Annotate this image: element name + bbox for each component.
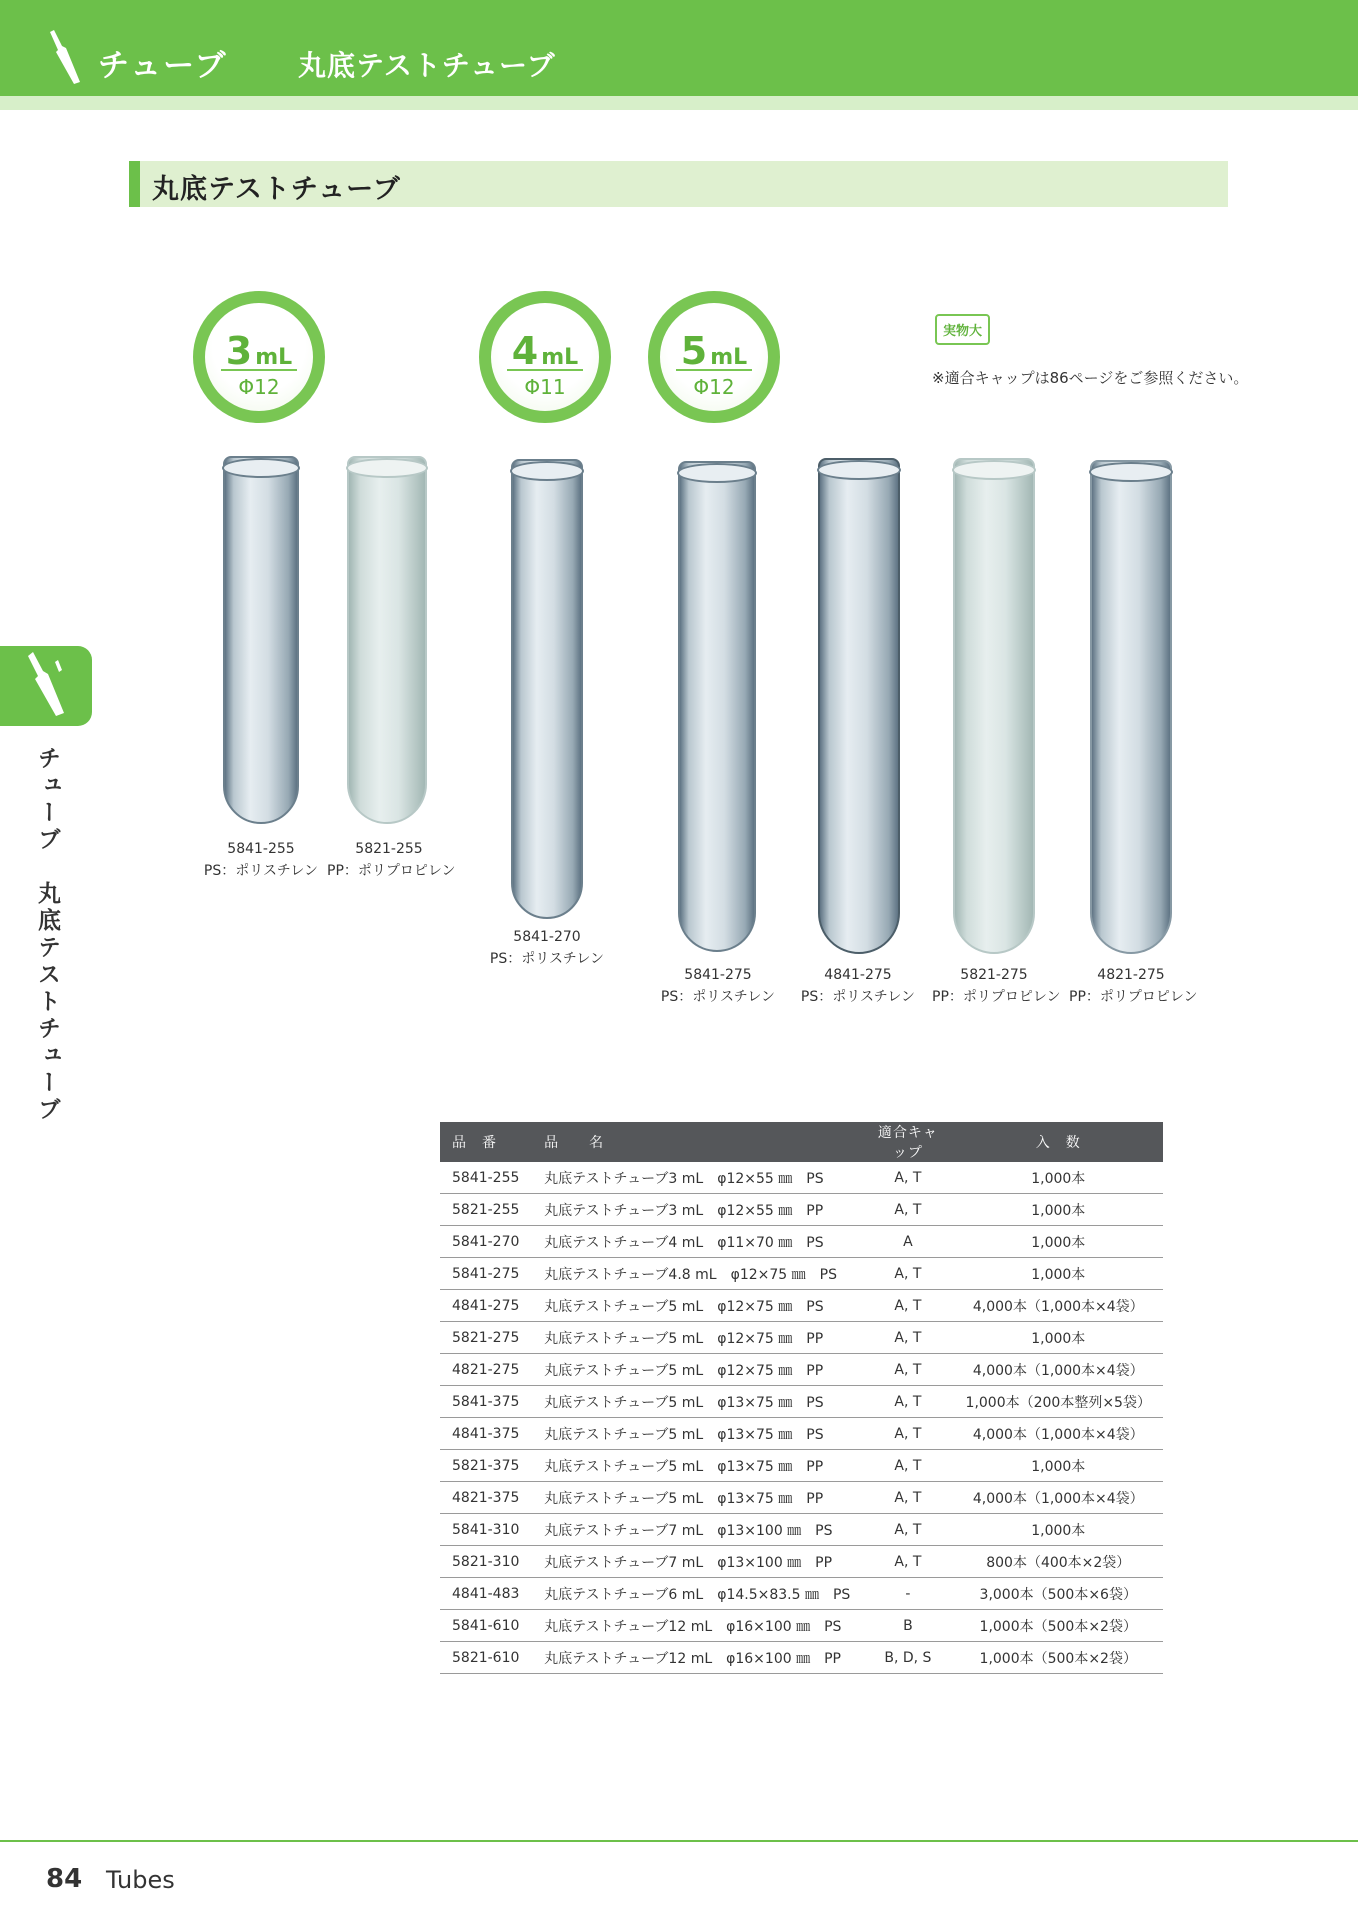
col-header-cap: 適合キャップ xyxy=(862,1122,953,1162)
cell-qty: 1,000本 xyxy=(954,1226,1163,1258)
table-row xyxy=(440,1546,1163,1578)
cell-cap: B xyxy=(862,1610,953,1642)
cell-cap: A, T xyxy=(862,1418,953,1450)
cell-name: 丸底テストチューブ3 mL φ12×55 ㎜ PS xyxy=(532,1162,862,1194)
tube-code: 5841-270 xyxy=(513,929,581,945)
actual-size-badge: 実物大 xyxy=(935,314,990,345)
footer-section-word: Tubes xyxy=(106,1866,175,1894)
tube-material: PS：ポリスチレン xyxy=(203,863,319,879)
cell-cap: A, T xyxy=(862,1546,953,1578)
page-number: 84 xyxy=(46,1864,83,1894)
cell-qty: 1,000本（500本×2袋） xyxy=(954,1642,1163,1674)
cell-code: 5841-270 xyxy=(440,1226,532,1258)
cell-cap: A, T xyxy=(862,1386,953,1418)
cell-qty: 1,000本 xyxy=(954,1258,1163,1290)
cell-name: 丸底テストチューブ4 mL φ11×70 ㎜ PS xyxy=(532,1226,862,1258)
cell-cap: A, T xyxy=(862,1354,953,1386)
test-tube-4821-275 xyxy=(1090,460,1172,954)
tube-caption xyxy=(1069,964,1198,1008)
volume-badge-4ml xyxy=(479,291,611,423)
cell-qty: 1,000本（500本×2袋） xyxy=(954,1610,1163,1642)
table-row xyxy=(440,1514,1163,1546)
cell-cap: A, T xyxy=(862,1258,953,1290)
cell-code: 5841-310 xyxy=(440,1514,532,1546)
header-category: チューブ xyxy=(98,48,228,84)
cell-code: 5821-275 xyxy=(440,1322,532,1354)
tube-material: PS：ポリスチレン xyxy=(660,989,776,1005)
cell-code: 5841-275 xyxy=(440,1258,532,1290)
section-title: 丸底テストチューブ xyxy=(152,174,401,205)
cell-code: 5821-310 xyxy=(440,1546,532,1578)
tube-material: PS：ポリスチレン xyxy=(489,951,605,967)
table-row xyxy=(440,1322,1163,1354)
cell-qty: 1,000本 xyxy=(954,1194,1163,1226)
test-tube-5841-275 xyxy=(678,461,756,952)
cell-name: 丸底テストチューブ12 mL φ16×100 ㎜ PS xyxy=(532,1610,862,1642)
badge-volume: 5 xyxy=(680,329,708,373)
tube-caption xyxy=(658,964,778,1008)
side-tab-label: チューブ 丸底テストチューブ xyxy=(34,746,60,1124)
tube-code: 5821-275 xyxy=(960,967,1028,983)
volume-badge-3ml xyxy=(193,291,325,423)
cell-code: 4821-375 xyxy=(440,1482,532,1514)
table-row xyxy=(440,1354,1163,1386)
badge-unit: mL xyxy=(541,345,579,370)
test-tube-5841-270 xyxy=(511,459,583,919)
cell-name: 丸底テストチューブ5 mL φ12×75 ㎜ PS xyxy=(532,1290,862,1322)
cell-code: 5821-375 xyxy=(440,1450,532,1482)
cell-name: 丸底テストチューブ5 mL φ13×75 ㎜ PP xyxy=(532,1450,862,1482)
tube-code: 5841-275 xyxy=(684,967,752,983)
test-tube-4841-275 xyxy=(818,458,900,954)
tube-caption xyxy=(932,964,1061,1008)
badge-volume: 3 xyxy=(225,329,253,373)
tube-caption xyxy=(201,838,321,882)
cell-code: 4841-375 xyxy=(440,1418,532,1450)
cell-code: 5821-255 xyxy=(440,1194,532,1226)
cell-code: 5841-610 xyxy=(440,1610,532,1642)
col-header-qty: 入 数 xyxy=(954,1122,1163,1162)
table-row xyxy=(440,1450,1163,1482)
badge-diameter: Φ12 xyxy=(238,375,280,399)
header-title: 丸底テストチューブ xyxy=(298,49,556,82)
cell-name: 丸底テストチューブ5 mL φ13×75 ㎜ PS xyxy=(532,1418,862,1450)
tube-material: PP：ポリプロピレン xyxy=(1069,989,1198,1005)
cell-qty: 3,000本（500本×6袋） xyxy=(954,1578,1163,1610)
cell-code: 4841-275 xyxy=(440,1290,532,1322)
cell-qty: 1,000本 xyxy=(954,1514,1163,1546)
cell-name: 丸底テストチューブ5 mL φ12×75 ㎜ PP xyxy=(532,1354,862,1386)
cell-cap: A, T xyxy=(862,1290,953,1322)
test-tube-5821-275 xyxy=(953,458,1035,954)
badge-unit: mL xyxy=(255,345,293,370)
tube-code: 5821-255 xyxy=(355,841,423,857)
badge-diameter: Φ11 xyxy=(524,375,566,399)
col-header-code: 品 番 xyxy=(440,1122,532,1162)
cell-cap: - xyxy=(862,1578,953,1610)
cell-name: 丸底テストチューブ5 mL φ13×75 ㎜ PP xyxy=(532,1482,862,1514)
cell-qty: 1,000本 xyxy=(954,1322,1163,1354)
cell-cap: A, T xyxy=(862,1482,953,1514)
cell-cap: A xyxy=(862,1226,953,1258)
cell-name: 丸底テストチューブ6 mL φ14.5×83.5 ㎜ PS xyxy=(532,1578,862,1610)
table-row xyxy=(440,1258,1163,1290)
cell-cap: A, T xyxy=(862,1514,953,1546)
table-header-row xyxy=(440,1122,1163,1162)
cell-qty: 4,000本（1,000本×4袋） xyxy=(954,1354,1163,1386)
table-row xyxy=(440,1642,1163,1674)
tube-code: 4821-275 xyxy=(1097,967,1165,983)
table-row xyxy=(440,1482,1163,1514)
cell-qty: 1,000本 xyxy=(954,1162,1163,1194)
badge-diameter: Φ12 xyxy=(693,375,735,399)
table-row xyxy=(440,1290,1163,1322)
cell-qty: 1,000本（200本整列×5袋） xyxy=(954,1386,1163,1418)
cell-qty: 4,000本（1,000本×4袋） xyxy=(954,1290,1163,1322)
cell-code: 4841-483 xyxy=(440,1578,532,1610)
cell-code: 5821-610 xyxy=(440,1642,532,1674)
badge-volume: 4 xyxy=(511,329,539,373)
header-underline xyxy=(0,96,1358,110)
test-tube-5841-255 xyxy=(223,456,299,824)
table-row xyxy=(440,1194,1163,1226)
cell-qty: 4,000本（1,000本×4袋） xyxy=(954,1418,1163,1450)
test-tube-5821-255 xyxy=(347,456,427,824)
table-row xyxy=(440,1386,1163,1418)
cell-name: 丸底テストチューブ3 mL φ12×55 ㎜ PP xyxy=(532,1194,862,1226)
cell-name: 丸底テストチューブ5 mL φ13×75 ㎜ PS xyxy=(532,1386,862,1418)
cell-name: 丸底テストチューブ7 mL φ13×100 ㎜ PP xyxy=(532,1546,862,1578)
product-table xyxy=(440,1122,1163,1674)
footer-line xyxy=(0,1840,1358,1842)
pipette-icon xyxy=(22,652,72,720)
cell-code: 5841-375 xyxy=(440,1386,532,1418)
tube-caption xyxy=(327,838,456,882)
pipette-icon xyxy=(44,30,84,88)
tube-material: PP：ポリプロピレン xyxy=(327,863,456,879)
badge-unit: mL xyxy=(710,345,748,370)
cell-code: 5841-255 xyxy=(440,1162,532,1194)
cell-name: 丸底テストチューブ4.8 mL φ12×75 ㎜ PS xyxy=(532,1258,862,1290)
cell-name: 丸底テストチューブ7 mL φ13×100 ㎜ PS xyxy=(532,1514,862,1546)
tube-material: PS：ポリスチレン xyxy=(800,989,916,1005)
table-row xyxy=(440,1610,1163,1642)
cell-code: 4821-275 xyxy=(440,1354,532,1386)
table-row xyxy=(440,1162,1163,1194)
cell-name: 丸底テストチューブ5 mL φ12×75 ㎜ PP xyxy=(532,1322,862,1354)
tube-code: 4841-275 xyxy=(824,967,892,983)
col-header-name: 品 名 xyxy=(532,1122,862,1162)
cell-qty: 4,000本（1,000本×4袋） xyxy=(954,1482,1163,1514)
cell-cap: A, T xyxy=(862,1322,953,1354)
cell-name: 丸底テストチューブ12 mL φ16×100 ㎜ PP xyxy=(532,1642,862,1674)
cell-cap: A, T xyxy=(862,1162,953,1194)
table-row xyxy=(440,1226,1163,1258)
volume-badge-5ml xyxy=(648,291,780,423)
cell-cap: A, T xyxy=(862,1450,953,1482)
table-row xyxy=(440,1578,1163,1610)
cell-cap: A, T xyxy=(862,1194,953,1226)
tube-material: PP：ポリプロピレン xyxy=(932,989,1061,1005)
cell-cap: B, D, S xyxy=(862,1642,953,1674)
cap-reference-note: ※適合キャップは86ページをご参照ください。 xyxy=(932,369,1249,387)
tube-caption xyxy=(487,926,607,970)
tube-code: 5841-255 xyxy=(227,841,295,857)
cell-qty: 1,000本 xyxy=(954,1450,1163,1482)
tube-caption xyxy=(798,964,918,1008)
cell-qty: 800本（400本×2袋） xyxy=(954,1546,1163,1578)
table-row xyxy=(440,1418,1163,1450)
